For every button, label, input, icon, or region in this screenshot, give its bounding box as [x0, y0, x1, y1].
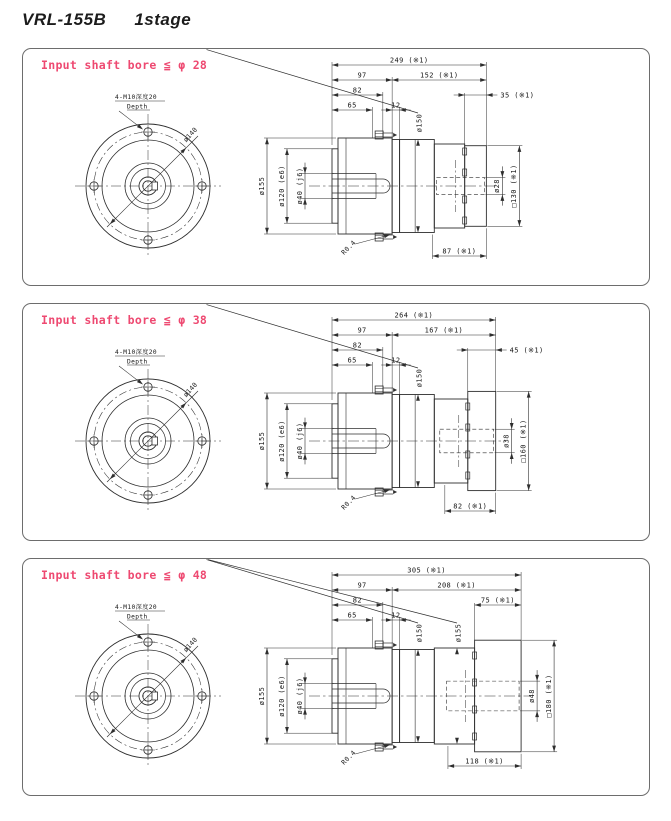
dim-label: □180 (※1) [544, 674, 553, 718]
dim-arrow [285, 727, 289, 733]
dim-arrow [265, 648, 269, 654]
dim-arrow [265, 228, 269, 234]
dim-arrow [285, 404, 289, 410]
dim-label: 264 (※1) [394, 311, 434, 320]
tap-note: 4-M10深度20 [115, 94, 158, 101]
bolt-circle-label: ø140 [181, 125, 200, 144]
dim-arrow [489, 509, 495, 513]
dim-arrow [332, 333, 338, 337]
dim-label: ø38 [502, 434, 511, 448]
dim-arrow [416, 736, 420, 742]
dim-arrow [480, 63, 486, 67]
dim-arrow [332, 363, 338, 367]
dim-arrow [496, 348, 502, 352]
dim-arrow [386, 588, 392, 592]
dim-arrow [332, 573, 338, 577]
dim-arrow [392, 333, 398, 337]
dim-label: ø155 [257, 176, 266, 196]
dim-label: □130 (※1) [510, 164, 519, 208]
bolt-circle-label: ø140 [181, 635, 200, 654]
dim-arrow [489, 333, 495, 337]
dim-label: 45 (※1) [509, 346, 544, 355]
dim-arrow [517, 146, 521, 152]
fillet-label: R0.4 [339, 493, 358, 512]
dim-arrow [458, 93, 464, 97]
drawing-line [119, 366, 141, 383]
dim-arrow [480, 78, 486, 82]
dim-arrow [517, 220, 521, 226]
dim-label: 208 (※1) [437, 581, 476, 590]
keyway [152, 437, 158, 445]
dim-arrow [462, 348, 468, 352]
dim-arrow [510, 423, 514, 429]
bolt-tip [393, 133, 397, 137]
tap-note-depth: Depth [127, 103, 148, 111]
dim-label: 249 (※1) [389, 56, 429, 65]
drawing-line [119, 111, 141, 128]
dim-arrow [515, 573, 521, 577]
dim-label: 35 (※1) [500, 91, 535, 100]
dim-arrow [552, 640, 556, 646]
dim-arrow [515, 603, 521, 607]
dim-label: 75 (※1) [480, 596, 515, 605]
dim-label: 12 [391, 356, 401, 365]
shaft-bore [332, 689, 390, 703]
dim-arrow [416, 226, 420, 232]
dim-arrow [285, 149, 289, 155]
dim-arrow [527, 391, 531, 397]
dim-arrow [489, 318, 495, 322]
drawing-line [355, 235, 389, 244]
panel-heading-bore-28: Input shaft bore ≦ φ 28 [41, 58, 208, 72]
technical-drawing-bore-28 [23, 49, 649, 285]
dim-arrow [486, 93, 492, 97]
bolt-tip [393, 643, 397, 647]
dim-label: ø155 [454, 623, 463, 643]
tap-note-depth: Depth [127, 358, 148, 366]
dim-arrow [515, 764, 521, 768]
dim-label: 65 [347, 611, 357, 620]
dim-label: 167 (※1) [424, 326, 464, 335]
dim-arrow [527, 484, 531, 490]
dim-label: 118 (※1) [465, 757, 504, 766]
dim-label: ø28 [493, 179, 502, 193]
dim-label: 82 [352, 596, 363, 605]
dim-arrow [377, 348, 383, 352]
dim-arrow [392, 78, 398, 82]
dim-label: ø40 (j6) [295, 167, 304, 205]
dim-arrow [285, 217, 289, 223]
dim-arrow [475, 603, 481, 607]
bolt-tip [393, 388, 397, 392]
dim-arrow [332, 78, 338, 82]
dim-label: 82 [352, 341, 363, 350]
dim-arrow [500, 195, 504, 201]
dim-arrow [265, 738, 269, 744]
dim-label: ø40 (j6) [295, 677, 304, 715]
dim-arrow [285, 472, 289, 478]
dim-arrow [480, 254, 486, 258]
dim-label: ø150 [415, 368, 424, 388]
technical-drawing-bore-48 [23, 559, 649, 795]
dim-arrow [265, 393, 269, 399]
dim-label: 87 (※1) [442, 247, 477, 256]
tap-note-depth: Depth [127, 613, 148, 621]
dim-label: ø120 (e6) [277, 420, 286, 462]
panel-heading-bore-38: Input shaft bore ≦ φ 38 [41, 313, 208, 327]
drawing-line [355, 490, 389, 499]
dim-label: 97 [357, 581, 367, 590]
dim-arrow [386, 333, 392, 337]
dim-label: ø48 [527, 689, 536, 703]
dim-label: 65 [347, 356, 357, 365]
keyway [152, 692, 158, 700]
dim-label: 97 [357, 326, 367, 335]
dim-label: ø155 [257, 686, 266, 706]
dim-arrow [265, 483, 269, 489]
dim-arrow [416, 481, 420, 487]
dim-label: ø120 (e6) [277, 675, 286, 717]
panel-bore-48 [22, 558, 650, 796]
bolt-tip [393, 490, 397, 494]
tap-note: 4-M10深度20 [115, 604, 158, 611]
dim-arrow [455, 648, 459, 654]
panel-heading-bore-48: Input shaft bore ≦ φ 48 [41, 568, 208, 582]
drawing-line [119, 621, 141, 638]
dim-arrow [535, 711, 539, 717]
keyway [152, 182, 158, 190]
dim-label: ø150 [415, 623, 424, 643]
dim-arrow [500, 171, 504, 177]
dim-label: □160 (※1) [519, 419, 528, 463]
stage-label: 1stage [134, 10, 192, 29]
bolt-tip [393, 235, 397, 239]
dim-arrow [366, 363, 372, 367]
fillet-label: R0.4 [339, 238, 358, 257]
dim-arrow [416, 650, 420, 656]
dim-label: 97 [357, 71, 367, 80]
dim-arrow [432, 254, 438, 258]
dim-arrow [366, 108, 372, 112]
dim-label: ø155 [257, 431, 266, 451]
dim-label: 152 (※1) [419, 71, 459, 80]
dim-arrow [515, 588, 521, 592]
dim-arrow [416, 140, 420, 146]
dim-label: ø150 [415, 113, 424, 133]
dim-arrow [552, 746, 556, 752]
model-number: VRL-155B [22, 10, 107, 29]
dim-arrow [332, 63, 338, 67]
dim-arrow [332, 318, 338, 322]
dim-label: ø40 (j6) [295, 422, 304, 460]
dim-arrow [377, 93, 383, 97]
dim-label: 305 (※1) [407, 566, 446, 575]
dim-label: 12 [391, 101, 401, 110]
dim-arrow [392, 588, 398, 592]
dim-arrow [448, 764, 454, 768]
bolt-circle-label: ø140 [181, 380, 200, 399]
dim-label: 82 [352, 86, 363, 95]
tap-note: 4-M10深度20 [115, 349, 158, 356]
dim-arrow [416, 395, 420, 401]
dim-arrow [332, 348, 338, 352]
fillet-label: R0.4 [339, 748, 358, 767]
shaft-bore [332, 179, 390, 193]
technical-drawing-bore-38 [23, 304, 649, 540]
dim-arrow [332, 93, 338, 97]
dim-arrow [535, 675, 539, 681]
dim-arrow [445, 509, 451, 513]
dim-arrow [455, 738, 459, 744]
drawing-line [355, 745, 389, 754]
dim-arrow [332, 108, 338, 112]
dim-arrow [366, 618, 372, 622]
dim-arrow [332, 618, 338, 622]
dim-label: 65 [347, 101, 357, 110]
panel-bore-28 [22, 48, 650, 286]
dim-arrow [332, 603, 338, 607]
bolt-tip [393, 745, 397, 749]
dim-arrow [386, 78, 392, 82]
dim-arrow [265, 138, 269, 144]
panel-bore-38 [22, 303, 650, 541]
dim-arrow [285, 659, 289, 665]
page-title [22, 10, 191, 30]
dim-label: ø120 (e6) [277, 165, 286, 207]
dim-arrow [510, 453, 514, 459]
dim-label: 12 [391, 611, 401, 620]
shaft-bore [332, 434, 390, 448]
dim-label: 82 (※1) [453, 502, 488, 511]
